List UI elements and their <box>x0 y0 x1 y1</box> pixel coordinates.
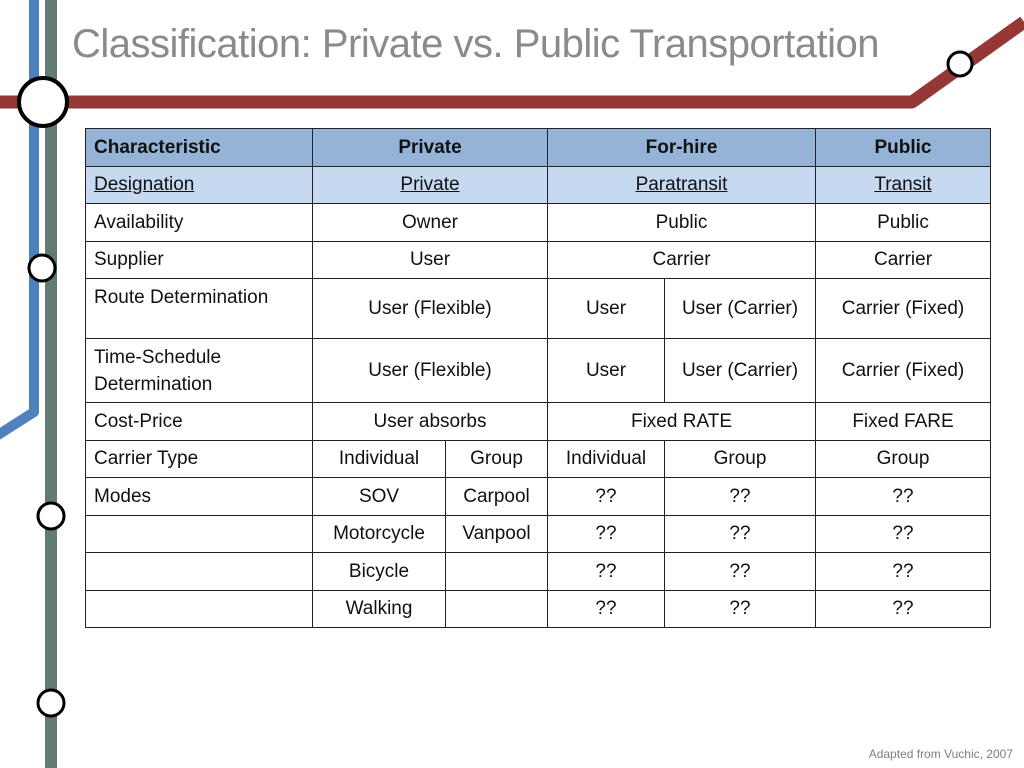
cell-for-hire: Fixed RATE <box>548 403 816 441</box>
blue-transit-line <box>0 0 34 440</box>
cell-public: Carrier (Fixed) <box>816 339 991 403</box>
cell-public: ?? <box>816 591 991 628</box>
cell-private-b <box>446 553 548 591</box>
row-label: Designation <box>86 167 313 204</box>
cell-private-b: Vanpool <box>446 516 548 553</box>
station-circle <box>38 503 64 529</box>
cell-private-b <box>446 591 548 628</box>
table-header-row <box>86 129 991 167</box>
table-row-route <box>86 279 991 339</box>
cell-for-hire: Public <box>548 204 816 242</box>
cell-for-hire-a: ?? <box>548 591 665 628</box>
cell-for-hire-a: ?? <box>548 478 665 516</box>
cell-for-hire-b: ?? <box>665 516 816 553</box>
table-row-supplier <box>86 242 991 279</box>
cell-private-a: Walking <box>313 591 446 628</box>
page-title: Classification: Private vs. Public Transportation <box>72 22 879 66</box>
cell-for-hire-b: User (Carrier) <box>665 279 816 339</box>
main-station-circle <box>19 78 67 126</box>
table-row-schedule <box>86 339 991 403</box>
table-row-modes <box>86 516 991 553</box>
cell-for-hire: Carrier <box>548 242 816 279</box>
cell-public: Fixed FARE <box>816 403 991 441</box>
station-circle <box>948 52 972 76</box>
source-footnote: Adapted from Vuchic, 2007 <box>868 747 1013 761</box>
cell-for-hire-b: ?? <box>665 591 816 628</box>
table-row-modes <box>86 478 991 516</box>
header-private: Private <box>313 129 548 167</box>
cell-private: Owner <box>313 204 548 242</box>
station-circle <box>38 690 64 716</box>
cell-public: Transit <box>816 167 991 204</box>
row-label: Supplier <box>86 242 313 279</box>
header-characteristic: Characteristic <box>86 129 313 167</box>
cell-private: Private <box>313 167 548 204</box>
cell-private-b: Group <box>446 441 548 478</box>
row-label: Route Determination <box>86 279 313 339</box>
row-label: Availability <box>86 204 313 242</box>
cell-public: Group <box>816 441 991 478</box>
row-label <box>86 591 313 628</box>
cell-private: User absorbs <box>313 403 548 441</box>
table-row-designation <box>86 167 991 204</box>
table-row-carrier-type <box>86 441 991 478</box>
table-row-availability <box>86 204 991 242</box>
cell-for-hire-a: Individual <box>548 441 665 478</box>
cell-for-hire-b: Group <box>665 441 816 478</box>
header-for-hire: For-hire <box>548 129 816 167</box>
cell-for-hire-b: ?? <box>665 553 816 591</box>
cell-for-hire-b: ?? <box>665 478 816 516</box>
cell-private: User (Flexible) <box>313 339 548 403</box>
row-label <box>86 553 313 591</box>
table-row-modes <box>86 591 991 628</box>
cell-private-a: Bicycle <box>313 553 446 591</box>
row-label <box>86 516 313 553</box>
cell-public: ?? <box>816 478 991 516</box>
cell-for-hire-a: ?? <box>548 553 665 591</box>
cell-private-a: Motorcycle <box>313 516 446 553</box>
cell-for-hire-a: ?? <box>548 516 665 553</box>
table-row-cost <box>86 403 991 441</box>
row-label: Time-Schedule Determination <box>86 339 313 403</box>
cell-private: User <box>313 242 548 279</box>
header-public: Public <box>816 129 991 167</box>
cell-for-hire: Paratransit <box>548 167 816 204</box>
cell-public: ?? <box>816 553 991 591</box>
cell-for-hire-b: User (Carrier) <box>665 339 816 403</box>
cell-private-a: SOV <box>313 478 446 516</box>
cell-private: User (Flexible) <box>313 279 548 339</box>
cell-public: ?? <box>816 516 991 553</box>
station-circle <box>29 255 55 281</box>
table-row-modes <box>86 553 991 591</box>
row-label: Carrier Type <box>86 441 313 478</box>
classification-table <box>85 128 991 628</box>
cell-public: Public <box>816 204 991 242</box>
cell-public: Carrier <box>816 242 991 279</box>
cell-for-hire-a: User <box>548 279 665 339</box>
cell-public: Carrier (Fixed) <box>816 279 991 339</box>
cell-for-hire-a: User <box>548 339 665 403</box>
row-label: Modes <box>86 478 313 516</box>
row-label: Cost-Price <box>86 403 313 441</box>
cell-private-a: Individual <box>313 441 446 478</box>
cell-private-b: Carpool <box>446 478 548 516</box>
